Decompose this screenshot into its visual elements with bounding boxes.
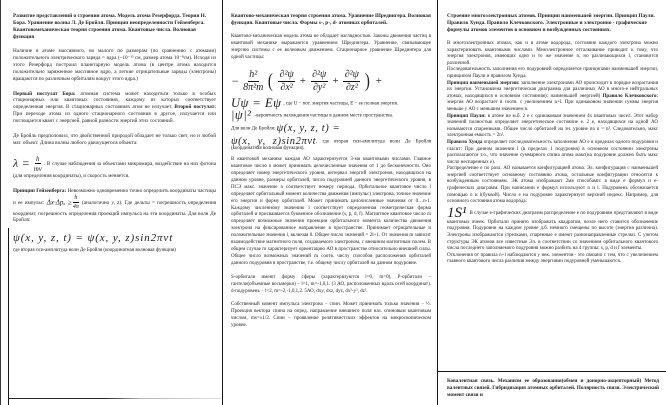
fraction bbox=[34, 155, 42, 173]
text-run: (аналогично y, z). Где дельты = погрешность определения координат, погрешность определения проекций импульса на эти координаты. Для волн Де Бройля: bbox=[13, 199, 217, 224]
section-title: Развитие представлений о строении атома. Модель атома Резерфорда. Теория Н. Бора. Уравнение волны Л. Де Бройля. Принцип неопределенности Гейзенберга. Квантовомеханическая теория строения атома. Квантовые числа. Волновая функция bbox=[13, 13, 207, 40]
fraction-numerator: h bbox=[36, 154, 40, 163]
fraction bbox=[343, 69, 360, 94]
wave-function-formula-2 bbox=[231, 135, 432, 153]
text-run: . В случае наблюдения за объектами микромира, воздействие на них фотона (для определения координаты), и скорость меняется. bbox=[13, 161, 217, 179]
text-run: атомная система может находиться только в особых стационарных или квантовых состояниях, каждому из которых соответствует определенная энергия. В стационарных состояниях атом не излучает. bbox=[13, 90, 216, 111]
paragraph bbox=[447, 81, 658, 114]
fraction-denominator: 8π²m bbox=[243, 82, 264, 94]
wave-function-formula: ψ(x, y, z, t) = ψ(x, y, z)sin2πνt bbox=[13, 232, 174, 245]
next-section bbox=[447, 378, 659, 399]
fraction-denominator: ∂y² bbox=[312, 82, 326, 94]
table-bottom-border bbox=[8, 398, 222, 399]
text-run: Для волн Де Бройля: bbox=[231, 126, 277, 132]
plus-sign: + bbox=[331, 74, 340, 87]
probability-density bbox=[231, 108, 431, 123]
bold-run: Принцип наименьшей энергии: bbox=[447, 80, 520, 86]
fraction bbox=[311, 69, 328, 94]
paragraph: S-орбитали имеют форму сферы (характеризуются l=0, m=0), P-орбитали − гантели(объемные восьмерки) − l=1, m=-1,0,1. (3 АО, расположенных вдоль осей координат). d-подуровень − l=2, m=-2,-1,0,1,2. 5АО, dxy, dxz, dyz, dx²-y², dz². bbox=[231, 274, 431, 294]
column-divider-1 bbox=[222, 0, 223, 405]
uncertainty-lhs: Δx·Δpₓ ≥ bbox=[46, 198, 72, 207]
paragraph: Распределение е по разл. АО называется конфигурацией атома. Эл. конфигурация с наименьшей энергией соответствует основному состоянию атома, остальные конфигурации относятся к возбужденным состояниям. ЭК атома изображают 2мя способами: в виде е формул и е-графических диаграмм. При написании е формул используют n и l. Подуровень обозначается помощью n и l(буквой). Число е на подуровне характеризует верхний индекс. Например, для основного состояния атома водорода: bbox=[447, 166, 658, 205]
section-title: Ковалентная связь. Механизм ее образования(обмен и донорно-акцепторный) Метод валентных связей. Гибридизация атомных орбиталей. Полярность связи. Электрический момент связи и bbox=[447, 378, 659, 398]
bold-run: Принцип Гейзенберга: bbox=[13, 187, 67, 194]
fraction-numerator: ∂²ψ bbox=[279, 68, 294, 80]
fraction-denominator: ∂x² bbox=[280, 82, 293, 94]
paragraph bbox=[447, 140, 658, 166]
fraction bbox=[278, 69, 295, 94]
hydrogen-ground-state-formula bbox=[447, 206, 658, 253]
text-run: При переходе атома из одного стационарного состояния в другое, излучается или поглощается квант с энергией, равной разности энергий этих состояний. bbox=[13, 111, 216, 125]
paragraph bbox=[13, 188, 216, 225]
equation-text: |ψ|² bbox=[231, 108, 252, 123]
energy-equation bbox=[231, 95, 431, 110]
paragraph bbox=[13, 91, 216, 126]
bold-run: Правило Хунда bbox=[447, 139, 483, 145]
formula-caption: где вторая пси-амплитуда волн Де Бройля (координатная волновая функция) bbox=[13, 248, 176, 254]
section-divider bbox=[438, 371, 666, 372]
bold-run: Принцип Паули: bbox=[447, 113, 486, 119]
plus-sign: + bbox=[299, 74, 307, 87]
right-paren: ) bbox=[365, 70, 371, 93]
equation-text: ψ(x, y, z, t) = bbox=[276, 122, 341, 134]
fraction-denominator: ∂z² bbox=[345, 82, 358, 94]
bold-run: Второй постулат: bbox=[174, 104, 216, 111]
text-run: Невозможно одновременно точно определить координаты частицы и ее импульс: bbox=[13, 187, 216, 206]
column-right bbox=[447, 13, 658, 365]
bold-run: Первый постулат Бора: bbox=[13, 90, 76, 97]
fraction-numerator: h² bbox=[249, 68, 258, 80]
page-left-edge bbox=[0, 0, 1, 405]
electron-configuration: 1S¹ bbox=[447, 204, 467, 221]
fraction-denominator: mv bbox=[33, 164, 42, 173]
fraction bbox=[73, 195, 79, 211]
column-middle bbox=[231, 13, 431, 337]
text-run: -вероятность нахождения частицы в данном месте пространства. bbox=[253, 113, 394, 119]
paragraph: Де Бройль предположил, что двойственной природой обладает не только свет, но и любой мат. объект. Длина волны любого движущегося объекта: bbox=[13, 133, 216, 146]
table-left-border bbox=[8, 228, 9, 405]
paragraph bbox=[447, 114, 658, 140]
plus-sign: + bbox=[375, 74, 383, 87]
lambda-symbol: λ = bbox=[13, 156, 30, 171]
left-paren: ( bbox=[268, 70, 274, 93]
column-left bbox=[13, 13, 216, 263]
de-broglie-wavelength-formula bbox=[13, 155, 216, 180]
minus-sign: − bbox=[231, 73, 240, 88]
fraction-denominator: 4π bbox=[72, 203, 79, 210]
paragraph: Последовательность заполнения его подуровней определяется принципами наименьшей энергии, принципом Паули и правилом Хунда. bbox=[447, 67, 658, 79]
fraction-numerator: h bbox=[73, 195, 79, 203]
text-run: , где U − пот. энергия частицы, Е − ее полная энергия. bbox=[283, 101, 399, 107]
column-divider-2 bbox=[437, 0, 438, 405]
paragraph: Квантово-механическая модель атома не обладает наглядностью. Законы движения частиц в квантовой механике выражаются уравнением Шредингера. Уравнение, связывающее энергию системы с ее волновым движением. Стационарное уравнение Шредингера для одной частицы: bbox=[231, 34, 431, 60]
wave-function-formula bbox=[231, 122, 431, 134]
fraction-numerator: ∂²ψ bbox=[344, 68, 359, 80]
text-run: определяет последовательность заполнения АО е в пределах одного подуровня и гласит: При данном значении l (в пределах 1 подуровня) в основном состоянии электроны располагаются т.о., что значение суммарного спина атома макс(на подуровне должно быть макс число неспаренных е). bbox=[447, 139, 658, 165]
paragraph: Наличие в атоме массивного, но малого по размерам (по сравнению с атомами) положительного электрического заряда = ядра (~10⁻¹³ см, размер атома 10⁻⁸см). Исходя из этого Резерфорд построил планетарную модель атома (в центре атома находится положительно заряженное массивное ядро, а легкие отрицательные заряды (электроны) вращаются по различным орбиталям вокруг этого ядра.) bbox=[13, 48, 216, 82]
text-run: энергия АО возрастает в соотв. с увеличением n+l. При одинаковом значении суммы энергия меньше у АО с меньшим значением n. bbox=[447, 100, 658, 112]
equation-text: Uψ = Eψ bbox=[231, 95, 282, 110]
text-run: , где вторая пси-амплитуда волн Де Бройля (координатная волновая функция). bbox=[231, 139, 432, 152]
paragraph: В многоэлектронных атомах, как и в атоме водорода, состояние каждого электрона можно характеризовать квантовыми числами. Межэлектронное отталкивание приводит к тому, что энергия электронов, имеющих одно и то же значение n, но различающихся l, становится различной. bbox=[447, 41, 658, 66]
section-title: Квантово-механическая теория строения атома. Уравнение Шредингера. Волновая функция. Квантовые числа. Формы s-, p-, d- атомных орбиталей. bbox=[231, 13, 431, 26]
fraction-numerator: ∂²ψ bbox=[312, 68, 327, 80]
bold-run: Правило Клечковского: bbox=[602, 93, 658, 99]
paragraph: В квантовой механике каждая АО характеризуется 3-мя квантовыми числами. Главное квантовое число n может принимать целочисленные значения от 1 до бесконечности. Оно определяет номер энергетического уровня, интервал энергий электронов, находящихся на данном уровне, размеры орбиталей, число подуровней данного энергетического уровня, в ПСЭ макс. значение n соответствует номеру периода. Орбитальное квантовое число l определяет орбитальный момент количества движения (импульс) электрона, точное значение его энергии и форму орбиталей. Может принимать целочисленные значения от 0…n-1. Каждому численному значению l соответствует определенная геометрическая форма орбиталей и присваивается буквенное обозначение (s, p, d, f). Магнитное квантовое число m определяет возможные значения проекции орбитального момента количества движения электрона на фиксированное направление в пространстве. Принимает отрицательные и положительные значения l, включая 0. Общее число значений = 2l+1. От значения m зависит взаимодействие магнитного поля, создаваемого электроном, с внешним магнитным полем. В общем случае m характеризует ориентацию АО в пространстве относительно внешней силы. Общее число возможных значений m соотв. числу способов расположения орбиталей данного подуровня в пространстве, т.е. общему числу орбиталей на данном подуровне. bbox=[231, 157, 431, 266]
section-title: Строение многоэлектронных атомов. Принцип наименьшей энергии. Принцип Паули. Правило Хунда. Правило Клечковского. Электронные и электронно - графические формулы атомов элементов в основном и возбужденных состояниях. bbox=[447, 13, 655, 33]
equation-text: ψ(x, y, z)sin2πνt bbox=[231, 135, 317, 147]
paragraph: Отклонения от правила n+l наблюдаются у нек. элементов− это связано с тем, что с увеличением главного квантового числа различия между энергиями подуровней уменьшаются. bbox=[447, 252, 658, 265]
text-run: в атоме не м.б. 2 е с одинаковым значением 4х квантовых чисел. Этот набор значений полностью определяет энергетическое состояние е. 2 е, находящихся на одной АО называются спаренными. Общее число орбиталей на эн. уровне по n = n². Следовательно, макс электронная емкость = 2n². bbox=[447, 113, 658, 139]
text-run: заполнение электронами АО происходит в порядке возрастания их энергии. Установлена энергетическая диаграмма для различных АО в много-е нейтральных атомах, находящихся в основном состоянии(с наименьшей энергией) bbox=[447, 80, 658, 99]
fraction bbox=[243, 69, 263, 94]
paragraph: Собственный момент импульса электрона − спин. Может принимать только значения − ½. Проекция вектора спина на опред. направление внешнего поля наз. спиновым квантовым числом, ms=±1/2. Спин − проявление релятивистских эффектов на микроскопическом уровне. bbox=[231, 302, 431, 329]
text-run: В случае е-графических диаграмм распределение е по подуровням представляют в виде квантовых ячеек. Орбитали принято изображать квадратом, возле него ставится обозначение подуровня. Подуровни на каждом уровне д.б. немного смещены по высоте (энергия различна). Электроны изображаются стрелками, спаренные е имеют разнонаправленные стрелки. С учетом структуры ЭК атомов все известные Эл. в соответствии со значением орбитального квантового числа последнего заполняемого подуровня можно разбить на 4 группы: s, p, d и f элементы. bbox=[447, 210, 658, 252]
schrodinger-equation bbox=[231, 69, 431, 94]
